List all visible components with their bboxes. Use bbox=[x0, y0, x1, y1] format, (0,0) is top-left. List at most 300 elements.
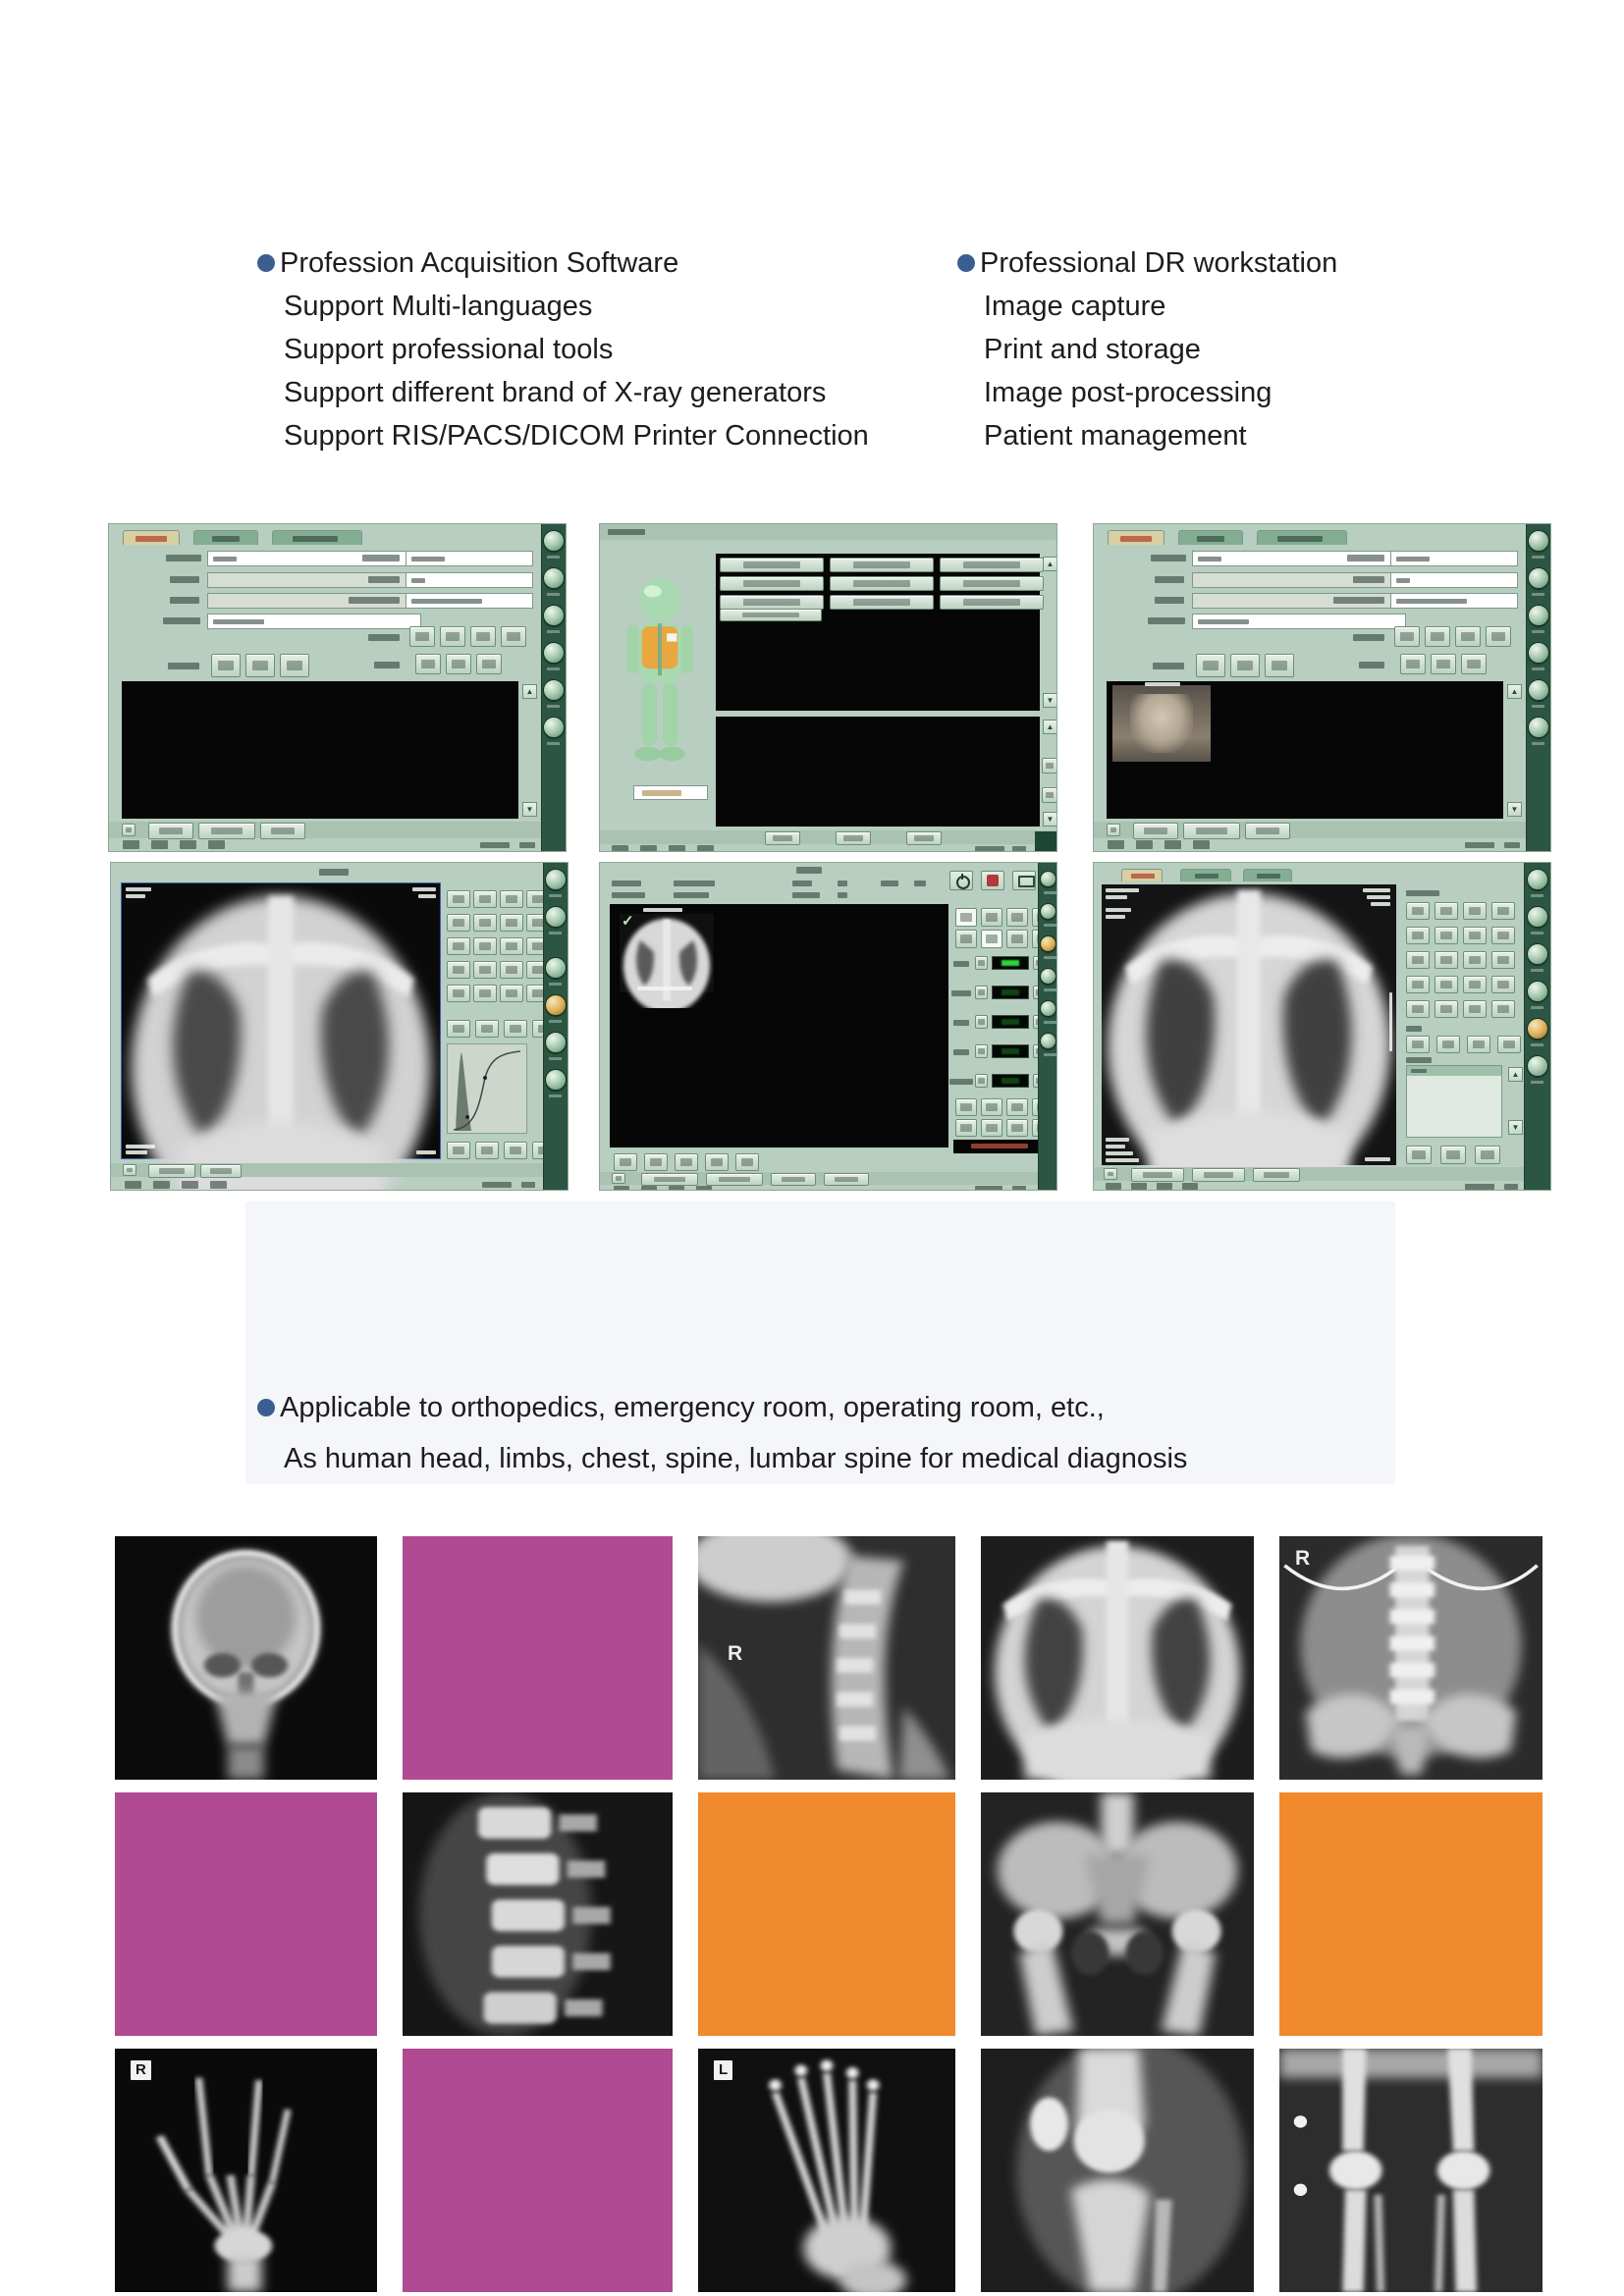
tool-button bbox=[1435, 927, 1458, 944]
aux-button bbox=[955, 1098, 977, 1116]
info-smudge bbox=[838, 881, 847, 886]
source-button bbox=[446, 654, 471, 674]
input-text-smudge bbox=[411, 578, 425, 583]
report-button bbox=[1406, 1146, 1432, 1164]
tab-label-smudge bbox=[1120, 536, 1152, 542]
info-smudge bbox=[792, 892, 820, 898]
version-text-smudge bbox=[1012, 1186, 1026, 1191]
tab bbox=[1180, 869, 1231, 881]
protocol-button bbox=[830, 576, 934, 591]
field-label-smudge bbox=[170, 597, 199, 604]
tool-button bbox=[447, 1142, 470, 1159]
date-input bbox=[1192, 614, 1406, 629]
input-text-smudge bbox=[1198, 619, 1249, 624]
tool-button bbox=[1406, 927, 1430, 944]
toolbar-round-button bbox=[543, 530, 565, 552]
status-icon-smudge bbox=[1193, 840, 1210, 849]
patient-photo bbox=[1112, 685, 1211, 762]
aux-button bbox=[955, 1119, 977, 1137]
tool-button bbox=[504, 1142, 527, 1159]
listbox-header bbox=[1407, 1066, 1501, 1076]
info-smudge bbox=[792, 881, 812, 886]
message-bar bbox=[953, 1140, 1046, 1153]
feature-title-row bbox=[957, 241, 1337, 285]
report-button bbox=[1440, 1146, 1466, 1164]
filter-button bbox=[1406, 1036, 1430, 1053]
tool-button bbox=[473, 914, 497, 932]
input-text-smudge bbox=[213, 619, 264, 624]
status-icon-smudge bbox=[614, 1186, 629, 1191]
decrease-button bbox=[975, 1044, 988, 1058]
info-smudge bbox=[674, 892, 709, 898]
protocol-button bbox=[830, 558, 934, 572]
protocol-button bbox=[830, 595, 934, 610]
age-input bbox=[1390, 572, 1518, 588]
worklist-preview-area bbox=[122, 681, 518, 819]
version-text-smudge bbox=[1012, 846, 1026, 852]
info-smudge bbox=[612, 892, 645, 898]
action-buttons bbox=[1133, 823, 1290, 839]
field-label-smudge bbox=[1333, 597, 1384, 604]
user-text-smudge bbox=[480, 842, 510, 848]
version-text-smudge bbox=[521, 1182, 535, 1188]
chest-xray-graphic bbox=[1102, 884, 1396, 1179]
overlay-text-smudge bbox=[1365, 1157, 1390, 1161]
aux-button bbox=[981, 1098, 1002, 1116]
toolbar-round-button bbox=[1528, 642, 1549, 664]
toolbar-round-button bbox=[545, 906, 567, 928]
status-icon-smudge bbox=[151, 840, 168, 849]
overlay-text-smudge bbox=[1371, 902, 1390, 906]
update-button bbox=[198, 823, 255, 839]
adjust-row bbox=[447, 1142, 556, 1159]
toolbar-round-button bbox=[1040, 1000, 1056, 1017]
scroll-down-icon: ▼ bbox=[1508, 1120, 1523, 1135]
xray-image-chest bbox=[1102, 884, 1396, 1165]
field-label-smudge bbox=[1347, 555, 1384, 561]
scroll-up-icon: ▲ bbox=[1508, 1067, 1523, 1082]
status-icon-smudge bbox=[1182, 1183, 1198, 1190]
mas-display bbox=[992, 1044, 1029, 1058]
tab-label-smudge bbox=[212, 536, 240, 542]
status-icon-smudge bbox=[1157, 1183, 1172, 1190]
xray-chest bbox=[981, 1536, 1254, 1780]
update-button bbox=[1183, 823, 1240, 839]
tab-active bbox=[123, 530, 180, 545]
status-icons bbox=[612, 845, 714, 852]
tool-button bbox=[500, 890, 523, 908]
color-block-orange bbox=[698, 1792, 955, 2036]
tool-button bbox=[447, 1020, 470, 1038]
input-text-smudge bbox=[1396, 578, 1410, 583]
tool-button bbox=[447, 961, 470, 979]
side-toolbar bbox=[543, 863, 568, 1190]
cancel-button bbox=[836, 831, 871, 845]
tool-button bbox=[447, 890, 470, 908]
tool-button bbox=[447, 914, 470, 932]
overlay-text-smudge bbox=[1106, 1138, 1129, 1142]
scroll-up-icon: ▲ bbox=[1507, 684, 1522, 699]
tool-button bbox=[1463, 951, 1487, 969]
action-buttons bbox=[765, 831, 942, 845]
user-text-smudge bbox=[975, 846, 1004, 852]
feature-title: Profession Acquisition Software bbox=[280, 247, 679, 279]
toolbar-round-button bbox=[543, 605, 565, 626]
toolbar-round-button bbox=[1527, 906, 1548, 928]
field-label-smudge bbox=[362, 555, 400, 561]
xray-legs bbox=[1279, 2049, 1543, 2292]
feature-item: Support different brand of X-ray generators bbox=[284, 377, 827, 408]
tool-button bbox=[1435, 1000, 1458, 1018]
kv-display bbox=[992, 956, 1029, 970]
protocol-button bbox=[940, 576, 1044, 591]
accession-input bbox=[406, 593, 533, 609]
status-icon-smudge bbox=[1108, 840, 1124, 849]
protocol-buttons bbox=[720, 558, 1042, 610]
user-text-smudge bbox=[482, 1182, 512, 1188]
tab-label-smudge bbox=[135, 536, 167, 542]
xray-image-chest bbox=[121, 882, 441, 1159]
study-type-input bbox=[406, 551, 533, 566]
position-button bbox=[409, 626, 435, 647]
filter-button bbox=[1436, 1036, 1460, 1053]
ma-display bbox=[992, 986, 1029, 999]
date-input bbox=[207, 614, 421, 629]
tool-button bbox=[1491, 902, 1515, 920]
register-button bbox=[1133, 823, 1178, 839]
field-label-smudge bbox=[163, 617, 200, 624]
field-label-smudge bbox=[1353, 634, 1384, 641]
status-icons bbox=[1106, 1183, 1198, 1190]
tab bbox=[1178, 530, 1243, 545]
screenshot-image-review bbox=[1093, 862, 1551, 1191]
xray-hand bbox=[115, 2049, 377, 2292]
status-icon-smudge bbox=[641, 1186, 657, 1191]
feature-list-acquisition bbox=[257, 241, 869, 457]
field-label-smudge bbox=[168, 663, 199, 669]
filter-button bbox=[1497, 1036, 1521, 1053]
edit-button bbox=[705, 1153, 729, 1171]
emergency-patient-icon bbox=[981, 871, 1004, 890]
small-button bbox=[122, 824, 135, 836]
tab-label-smudge bbox=[293, 536, 338, 542]
tool-button bbox=[504, 1020, 527, 1038]
close-button bbox=[824, 1173, 869, 1186]
field-label-smudge bbox=[349, 597, 400, 604]
status-icon-smudge bbox=[182, 1181, 198, 1189]
print-button bbox=[1192, 1168, 1245, 1182]
gender-buttons bbox=[1196, 654, 1294, 677]
thumbnail-area bbox=[610, 904, 948, 1148]
section-label-smudge bbox=[1406, 890, 1439, 896]
tab-active bbox=[1108, 530, 1164, 545]
screenshot-acquisition-console bbox=[599, 862, 1057, 1191]
decrease-button bbox=[975, 1074, 988, 1088]
density-label-smudge bbox=[949, 1079, 973, 1085]
toolbar-round-button bbox=[1528, 679, 1549, 701]
side-marker-l: L bbox=[714, 2060, 732, 2080]
feature-title: Professional DR workstation bbox=[980, 247, 1338, 279]
source-button bbox=[476, 654, 502, 674]
input-text-smudge bbox=[411, 599, 482, 604]
field-label-smudge bbox=[170, 576, 199, 583]
toolbar-round-button bbox=[1527, 1055, 1548, 1077]
applicability-line2: As human head, limbs, chest, spine, lumbar spine for medical diagnosis bbox=[284, 1443, 1188, 1474]
status-icon-smudge bbox=[125, 1181, 141, 1189]
field-label-smudge bbox=[374, 662, 400, 668]
field-label-smudge bbox=[1155, 576, 1184, 583]
toolbar-round-button bbox=[1040, 871, 1056, 887]
status-icon-smudge bbox=[210, 1181, 227, 1189]
position-button bbox=[470, 626, 496, 647]
tool-button bbox=[1042, 758, 1057, 774]
position-button bbox=[501, 626, 526, 647]
overlay-text-smudge bbox=[416, 1150, 436, 1154]
kv-label-smudge bbox=[953, 961, 969, 967]
tool-button bbox=[1463, 902, 1487, 920]
side-toolbar bbox=[1524, 863, 1550, 1190]
source-buttons bbox=[1400, 654, 1487, 674]
status-icon-smudge bbox=[153, 1181, 170, 1189]
tab-label-smudge bbox=[1257, 874, 1280, 879]
orientation-button bbox=[955, 930, 977, 948]
tool-button bbox=[1491, 927, 1515, 944]
tool-button bbox=[1406, 951, 1430, 969]
decrease-button bbox=[975, 1015, 988, 1029]
action-buttons bbox=[641, 1173, 869, 1186]
status-icon-smudge bbox=[123, 840, 139, 849]
decrease-button bbox=[975, 956, 988, 970]
view-button bbox=[981, 908, 1002, 927]
xray-cervical bbox=[698, 1536, 955, 1780]
status-icon-smudge bbox=[696, 1186, 712, 1191]
monitor-icon bbox=[1012, 871, 1036, 890]
title-bar bbox=[600, 524, 1057, 540]
option-button bbox=[1265, 654, 1294, 677]
protocol-button bbox=[940, 558, 1044, 572]
input-text-smudge bbox=[213, 557, 237, 561]
overlay-text-smudge bbox=[1106, 1151, 1133, 1155]
scroll-down-icon: ▼ bbox=[522, 802, 537, 817]
tool-button bbox=[1435, 976, 1458, 993]
review-tool-grid bbox=[1406, 902, 1513, 1018]
xray-pelvis bbox=[981, 1792, 1254, 2036]
overlay-text-smudge bbox=[1363, 888, 1390, 892]
mannequin-figure bbox=[615, 573, 705, 774]
tool-button bbox=[500, 961, 523, 979]
toolbar-round-button bbox=[1528, 567, 1549, 589]
title-smudge bbox=[608, 529, 645, 535]
source-button bbox=[1461, 654, 1487, 674]
tool-button bbox=[473, 985, 497, 1002]
section-label-smudge bbox=[1406, 1026, 1422, 1032]
body-part-input bbox=[633, 785, 708, 800]
input-text-smudge bbox=[642, 790, 681, 796]
report-button bbox=[1475, 1146, 1500, 1164]
overlay-text-smudge bbox=[126, 894, 145, 898]
clear-button bbox=[1245, 823, 1290, 839]
tool-row bbox=[447, 1020, 556, 1038]
toolbar-round-button bbox=[543, 717, 565, 738]
field-label-smudge bbox=[368, 576, 400, 583]
scroll-down-icon: ▼ bbox=[1507, 802, 1522, 817]
tool-button bbox=[1406, 1000, 1430, 1018]
close-button bbox=[906, 831, 942, 845]
field-label-smudge bbox=[1359, 662, 1384, 668]
corner-block bbox=[1035, 831, 1056, 851]
toolbar-round-button bbox=[545, 957, 567, 979]
ms-display bbox=[992, 1015, 1029, 1029]
info-smudge bbox=[838, 892, 847, 898]
scale-marker-smudge bbox=[1389, 992, 1392, 1051]
version-text-smudge bbox=[1504, 1184, 1518, 1190]
xray-knee bbox=[981, 2049, 1254, 2292]
view-button-active bbox=[955, 908, 977, 927]
status-icon-smudge bbox=[1164, 840, 1181, 849]
save-button bbox=[771, 1173, 816, 1186]
applicability-line1-row bbox=[257, 1382, 1187, 1433]
position-buttons bbox=[1394, 626, 1511, 647]
side-toolbar bbox=[541, 524, 566, 851]
toolbar-round-button-active bbox=[1527, 1018, 1548, 1040]
orientation-button bbox=[1006, 930, 1028, 948]
status-icons bbox=[123, 840, 225, 849]
toolbar-round-button bbox=[1528, 605, 1549, 626]
edit-button bbox=[675, 1153, 698, 1171]
toolbar-round-button bbox=[1040, 968, 1056, 985]
side-marker-r: R bbox=[131, 2060, 151, 2080]
bullet-icon bbox=[957, 254, 975, 272]
xray-gallery bbox=[115, 1536, 1543, 2292]
register-button bbox=[148, 823, 193, 839]
feature-item: Support Multi-languages bbox=[284, 291, 593, 322]
small-button bbox=[612, 1173, 625, 1184]
status-icon-smudge bbox=[208, 840, 225, 849]
photo-caption-smudge bbox=[1145, 682, 1180, 686]
edit-button bbox=[644, 1153, 668, 1171]
option-button bbox=[211, 654, 241, 677]
message-smudge bbox=[971, 1144, 1028, 1148]
overlay-text-smudge bbox=[126, 887, 151, 891]
protocol-button bbox=[940, 595, 1044, 610]
thumb-caption-smudge bbox=[643, 908, 682, 912]
status-icons bbox=[1108, 840, 1210, 849]
aux-button bbox=[981, 1119, 1002, 1137]
study-type-input bbox=[1390, 551, 1518, 566]
overlay-text-smudge bbox=[1106, 1158, 1139, 1162]
status-icon-smudge bbox=[180, 840, 196, 849]
tool-button bbox=[1463, 927, 1487, 944]
chest-xray-graphic bbox=[122, 883, 440, 1191]
thumb-footer-smudge bbox=[637, 987, 692, 990]
close-button bbox=[1253, 1168, 1300, 1182]
scroll-down-icon: ▼ bbox=[1043, 693, 1057, 708]
tool-button bbox=[500, 937, 523, 955]
title-smudge bbox=[319, 869, 349, 876]
protocol-button bbox=[720, 609, 822, 621]
source-button bbox=[415, 654, 441, 674]
toolbar-round-button bbox=[545, 869, 567, 890]
feature-item: Image capture bbox=[984, 291, 1166, 322]
age-input bbox=[406, 572, 533, 588]
toolbar-round-button bbox=[1527, 869, 1548, 890]
decrease-button bbox=[975, 986, 988, 999]
option-button bbox=[1230, 654, 1260, 677]
field-label-smudge bbox=[1148, 617, 1185, 624]
overlay-text-smudge bbox=[418, 894, 436, 898]
tool-button bbox=[500, 985, 523, 1002]
toolbar-round-button bbox=[543, 642, 565, 664]
status-icon-smudge bbox=[1131, 1183, 1147, 1190]
tool-button bbox=[500, 914, 523, 932]
image-thumbnail bbox=[620, 914, 714, 992]
status-icons bbox=[614, 1186, 712, 1191]
histogram-panel bbox=[447, 1043, 527, 1134]
tool-button bbox=[447, 937, 470, 955]
toolbar-round-button-active bbox=[1040, 935, 1056, 952]
overlay-text-smudge bbox=[126, 1145, 155, 1148]
gender-buttons bbox=[211, 654, 309, 677]
input-text-smudge bbox=[411, 557, 445, 561]
overlay-text-smudge bbox=[412, 887, 436, 891]
overlay-text-smudge bbox=[1106, 908, 1131, 912]
filter-row bbox=[1406, 1036, 1521, 1053]
feature-item: Image post-processing bbox=[984, 377, 1272, 408]
applicability-line1: Applicable to orthopedics, emergency room, operating room, etc., bbox=[280, 1392, 1105, 1423]
tab bbox=[193, 530, 258, 545]
toolbar-round-button bbox=[1040, 903, 1056, 920]
density-display bbox=[992, 1074, 1029, 1088]
protocol-button bbox=[720, 558, 824, 572]
toolbar-round-button bbox=[1527, 943, 1548, 965]
user-text-smudge bbox=[1465, 842, 1494, 848]
info-smudge bbox=[914, 881, 926, 886]
filter-button bbox=[1467, 1036, 1490, 1053]
toolbar-round-button bbox=[545, 1032, 567, 1053]
overlay-text-smudge bbox=[1367, 895, 1390, 899]
tool-button bbox=[1042, 787, 1057, 803]
tool-button bbox=[1491, 1000, 1515, 1018]
tool-button bbox=[1463, 976, 1487, 993]
option-button bbox=[245, 654, 275, 677]
tool-button bbox=[1435, 902, 1458, 920]
feature-item: Print and storage bbox=[984, 334, 1201, 365]
report-buttons bbox=[1406, 1146, 1500, 1164]
orientation-button-active bbox=[981, 930, 1002, 948]
scroll-up-icon: ▲ bbox=[1043, 720, 1057, 734]
tool-button bbox=[475, 1142, 499, 1159]
ok-button bbox=[765, 831, 800, 845]
status-icon-smudge bbox=[669, 845, 685, 852]
report-listbox bbox=[1406, 1065, 1502, 1138]
bullet-icon bbox=[257, 1399, 275, 1416]
action-buttons bbox=[148, 823, 305, 839]
color-block-magenta bbox=[115, 1792, 377, 2036]
aux-button bbox=[1006, 1119, 1028, 1137]
xray-foot bbox=[698, 2049, 955, 2292]
input-text-smudge bbox=[1396, 557, 1430, 561]
tab-label-smudge bbox=[1197, 536, 1224, 542]
action-buttons bbox=[148, 1164, 242, 1178]
position-button bbox=[1425, 626, 1450, 647]
overlay-text-smudge bbox=[1106, 888, 1139, 892]
tool-button bbox=[475, 1020, 499, 1038]
feature-title-row bbox=[257, 241, 869, 285]
version-text-smudge bbox=[1504, 842, 1520, 848]
feature-item: Patient management bbox=[984, 420, 1247, 452]
small-button bbox=[1104, 1168, 1117, 1180]
tab bbox=[1257, 530, 1347, 545]
